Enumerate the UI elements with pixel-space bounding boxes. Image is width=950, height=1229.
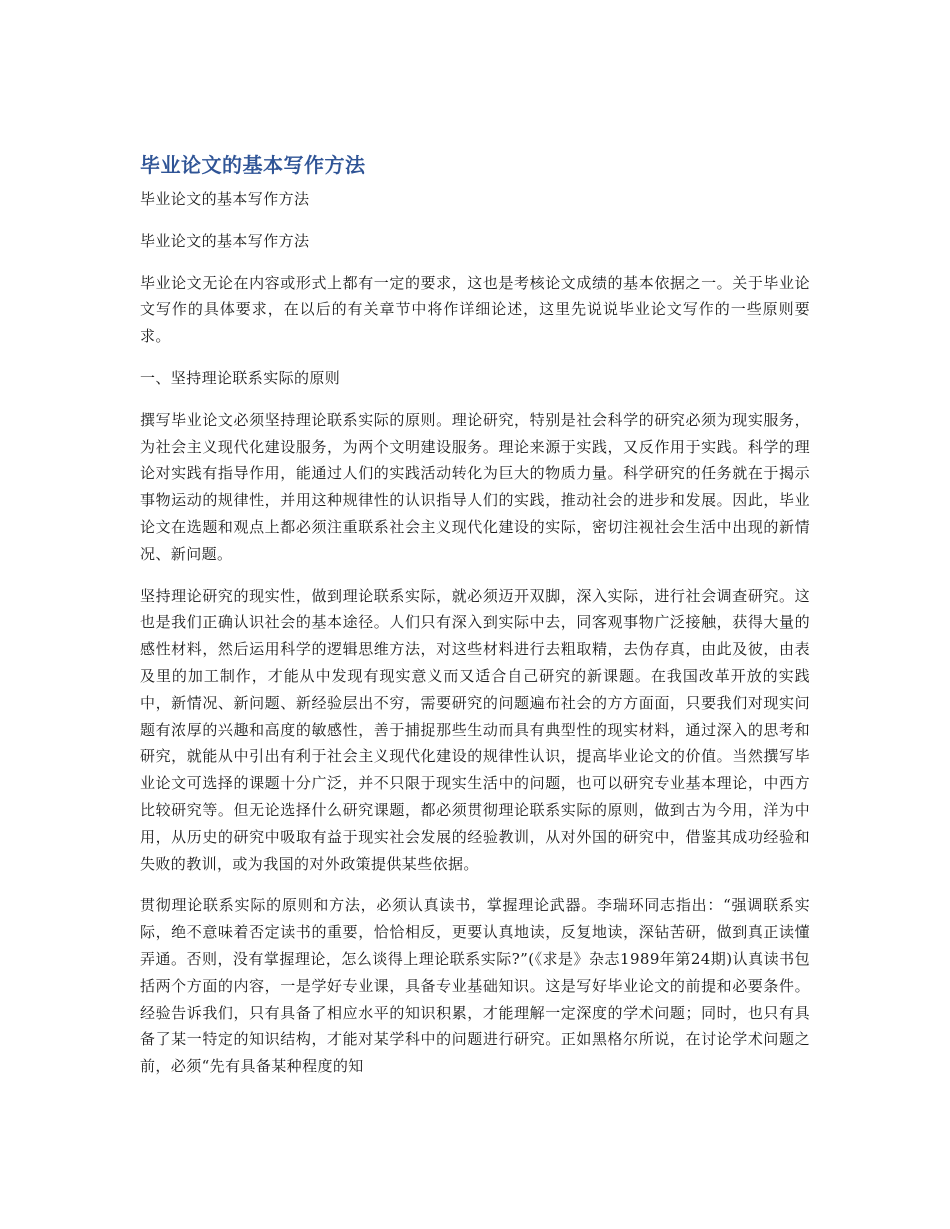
subtitle-line-2: 毕业论文的基本写作方法 <box>140 231 310 250</box>
document-page <box>140 150 810 1095</box>
body-paragraph: 坚持理论研究的现实性，做到理论联系实际，就必须迈开双脚，深入实际，进行社会调查研究。这也是我们正确认识社会的基本途径。人们只有深入到实际中去，同客观事物广泛接触，获得大量的感性材料，然后运用科学的逻辑思维方法，对这些材料进行去粗取精，去伪存真，由此及彼，由表及里的加工制作，才能从中发现有现实意义而又适合自己研究的新课题。在我国改革开放的实践中，新情况、新问题、新经验层出不穷，需要研究的问题遍布社会的方方面面，只要我们对现实问题有浓厚的兴趣和高度的敏感性，善于捕捉那些生动而具有典型性的现实材料，通过深入的思考和研究，就能从中引出有利于社会主义现代化建设的规律性认识，提高毕业论文的价值。当然撰写毕业论文可选择的课题十分广泛，并不只限于现实生活中的问题，也可以研究专业基本理论，中西方比较研究等。但无论选择什么研究课题，都必须贯彻理论联系实际的原则，做到古为今用，洋为中用，从历史的研究中吸取有益于现实社会发展的经验教训，从对外国的研究中，借鉴其成功经验和失败的教训，或为我国的对外政策提供某些依据。 <box>140 586 810 873</box>
subtitle-line-1: 毕业论文的基本写作方法 <box>140 190 310 208</box>
section-heading: 一、坚持理论联系实际的原则 <box>140 368 341 387</box>
document-title: 毕业论文的基本写作方法 <box>140 153 366 177</box>
intro-paragraph: 毕业论文无论在内容或形式上都有一定的要求，这也是考核论文成绩的基本依据之一。关于毕业论文写作的具体要求，在以后的有关章节中将作详细论述，这里先说说毕业论文写作的一些原则要求。 <box>140 273 810 346</box>
body-paragraph: 贯彻理论联系实际的原则和方法，必须认真读书，掌握理论武器。李瑞环同志指出：“强调联系实际，绝不意味着否定读书的重要，恰恰相反，更要认真地读，反复地读，深钻苦研，做到真正读懂弄通。否则，没有掌握理论，怎么谈得上理论联系实际?”(《求是》杂志1989年第24期)认真读书包括两个方面的内容，一是学好专业课，具备专业基础知识。这是写好毕业论文的前提和必要条件。经验告诉我们，只有具备了相应水平的知识积累，才能理解一定深度的学术问题；同时，也只有具备了某一特定的知识结构，才能对某学科中的问题进行研究。正如黑格尔所说，在讨论学术问题之前，必须“先有具备某种程度的知 <box>140 896 810 1076</box>
body-paragraph: 撰写毕业论文必须坚持理论联系实际的原则。理论研究，特别是社会科学的研究必须为现实服务，为社会主义现代化建设服务，为两个文明建设服务。理论来源于实践，又反作用于实践。科学的理论对实践有指导作用，能通过人们的实践活动转化为巨大的物质力量。科学研究的任务就在于揭示事物运动的规律性，并用这种规律性的认识指导人们的实践，推动社会的进步和发展。因此，毕业论文在选题和观点上都必须注重联系社会主义现代化建设的实际，密切注视社会生活中出现的新情况、新问题。 <box>140 410 810 563</box>
